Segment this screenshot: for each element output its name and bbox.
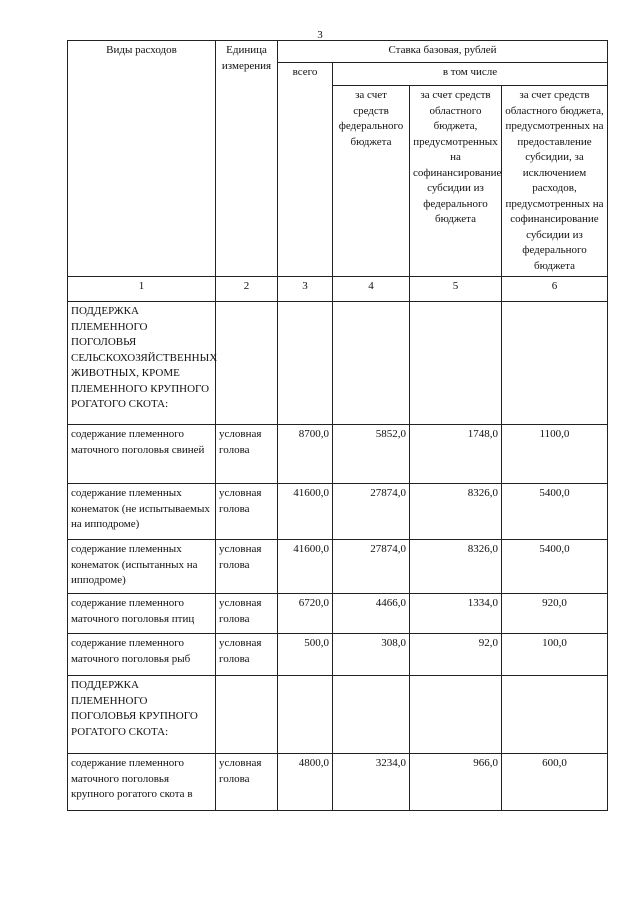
header-regional-own: за счет средств областного бюджета, предусмотренных на предоставление субсидии, за исключением расходов, предусмотренных на софинансирование субсидии из федерального бюджета: [502, 86, 608, 277]
header-base-rate: Ставка базовая, рублей: [278, 41, 608, 63]
rate-federal: 4466,0: [333, 594, 410, 634]
empty-cell: [333, 676, 410, 754]
empty-cell: [216, 302, 278, 425]
rate-regional-cofinancing: 8326,0: [410, 484, 502, 540]
column-number: 1: [68, 277, 216, 302]
rate-regional-cofinancing: 966,0: [410, 754, 502, 811]
unit: условная голова: [216, 484, 278, 540]
rate-regional-cofinancing: 8326,0: [410, 540, 502, 594]
rate-federal: 3234,0: [333, 754, 410, 811]
empty-cell: [502, 302, 608, 425]
rate-total: 8700,0: [278, 425, 333, 484]
page-number: 3: [317, 29, 323, 41]
section-header-row: [68, 302, 608, 425]
empty-cell: [216, 676, 278, 754]
rate-federal: 27874,0: [333, 540, 410, 594]
rate-total: 6720,0: [278, 594, 333, 634]
empty-cell: [278, 676, 333, 754]
column-number: 4: [333, 277, 410, 302]
rate-regional-own: 5400,0: [502, 540, 608, 594]
column-number: 3: [278, 277, 333, 302]
rate-regional-cofinancing: 92,0: [410, 634, 502, 676]
unit: условная голова: [216, 540, 278, 594]
header-including: в том числе: [333, 63, 608, 86]
header-unit: Единица измерения: [216, 41, 278, 277]
header-federal-budget: за счет средств федерального бюджета: [333, 86, 410, 277]
expense-rates-table: [67, 40, 608, 811]
section-title: ПОДДЕРЖКА ПЛЕМЕННОГО ПОГОЛОВЬЯ СЕЛЬСКОХОЗЯЙСТВЕННЫХ ЖИВОТНЫХ, КРОМЕ ПЛЕМЕННОГО КРУПНОГО РОГАТОГО СКОТА:: [68, 302, 216, 425]
table-row: [68, 594, 608, 634]
expense-name: содержание племенного маточного поголовья свиней: [68, 425, 216, 484]
rate-regional-own: 920,0: [502, 594, 608, 634]
rate-regional-own: 600,0: [502, 754, 608, 811]
rate-regional-own: 1100,0: [502, 425, 608, 484]
empty-cell: [502, 676, 608, 754]
column-number: 2: [216, 277, 278, 302]
rate-regional-cofinancing: 1748,0: [410, 425, 502, 484]
header-row-main: [68, 41, 608, 63]
table-row: [68, 540, 608, 594]
empty-cell: [410, 302, 502, 425]
unit: условная голова: [216, 594, 278, 634]
rate-total: 500,0: [278, 634, 333, 676]
expense-name: содержание племенного маточного поголовья рыб: [68, 634, 216, 676]
unit: условная голова: [216, 425, 278, 484]
table-row: [68, 425, 608, 484]
empty-cell: [278, 302, 333, 425]
unit: условная голова: [216, 634, 278, 676]
empty-cell: [410, 676, 502, 754]
section-header-row: [68, 676, 608, 754]
rate-federal: 5852,0: [333, 425, 410, 484]
rate-regional-own: 5400,0: [502, 484, 608, 540]
table-row: [68, 484, 608, 540]
rate-total: 4800,0: [278, 754, 333, 811]
header-expense-types: Виды расходов: [68, 41, 216, 277]
header-regional-cofinancing: за счет средств областного бюджета, предусмотренных на софинансирование субсидии из федерального бюджета: [410, 86, 502, 277]
rate-regional-own: 100,0: [502, 634, 608, 676]
rate-regional-cofinancing: 1334,0: [410, 594, 502, 634]
rate-total: 41600,0: [278, 540, 333, 594]
rate-total: 41600,0: [278, 484, 333, 540]
unit: условная голова: [216, 754, 278, 811]
expense-name: содержание племенного маточного поголовья птиц: [68, 594, 216, 634]
table-row: [68, 754, 608, 811]
expense-name: содержание племенных конематок (испытанных на ипподроме): [68, 540, 216, 594]
column-number: 6: [502, 277, 608, 302]
column-number: 5: [410, 277, 502, 302]
expense-name: содержание племенного маточного поголовья крупного рогатого скота в: [68, 754, 216, 811]
column-number-row: [68, 277, 608, 302]
expense-name: содержание племенных конематок (не испытываемых на ипподроме): [68, 484, 216, 540]
empty-cell: [333, 302, 410, 425]
rate-federal: 308,0: [333, 634, 410, 676]
rate-federal: 27874,0: [333, 484, 410, 540]
header-total: всего: [278, 63, 333, 277]
table-row: [68, 634, 608, 676]
section-title: ПОДДЕРЖКА ПЛЕМЕННОГО ПОГОЛОВЬЯ КРУПНОГО РОГАТОГО СКОТА:: [68, 676, 216, 754]
